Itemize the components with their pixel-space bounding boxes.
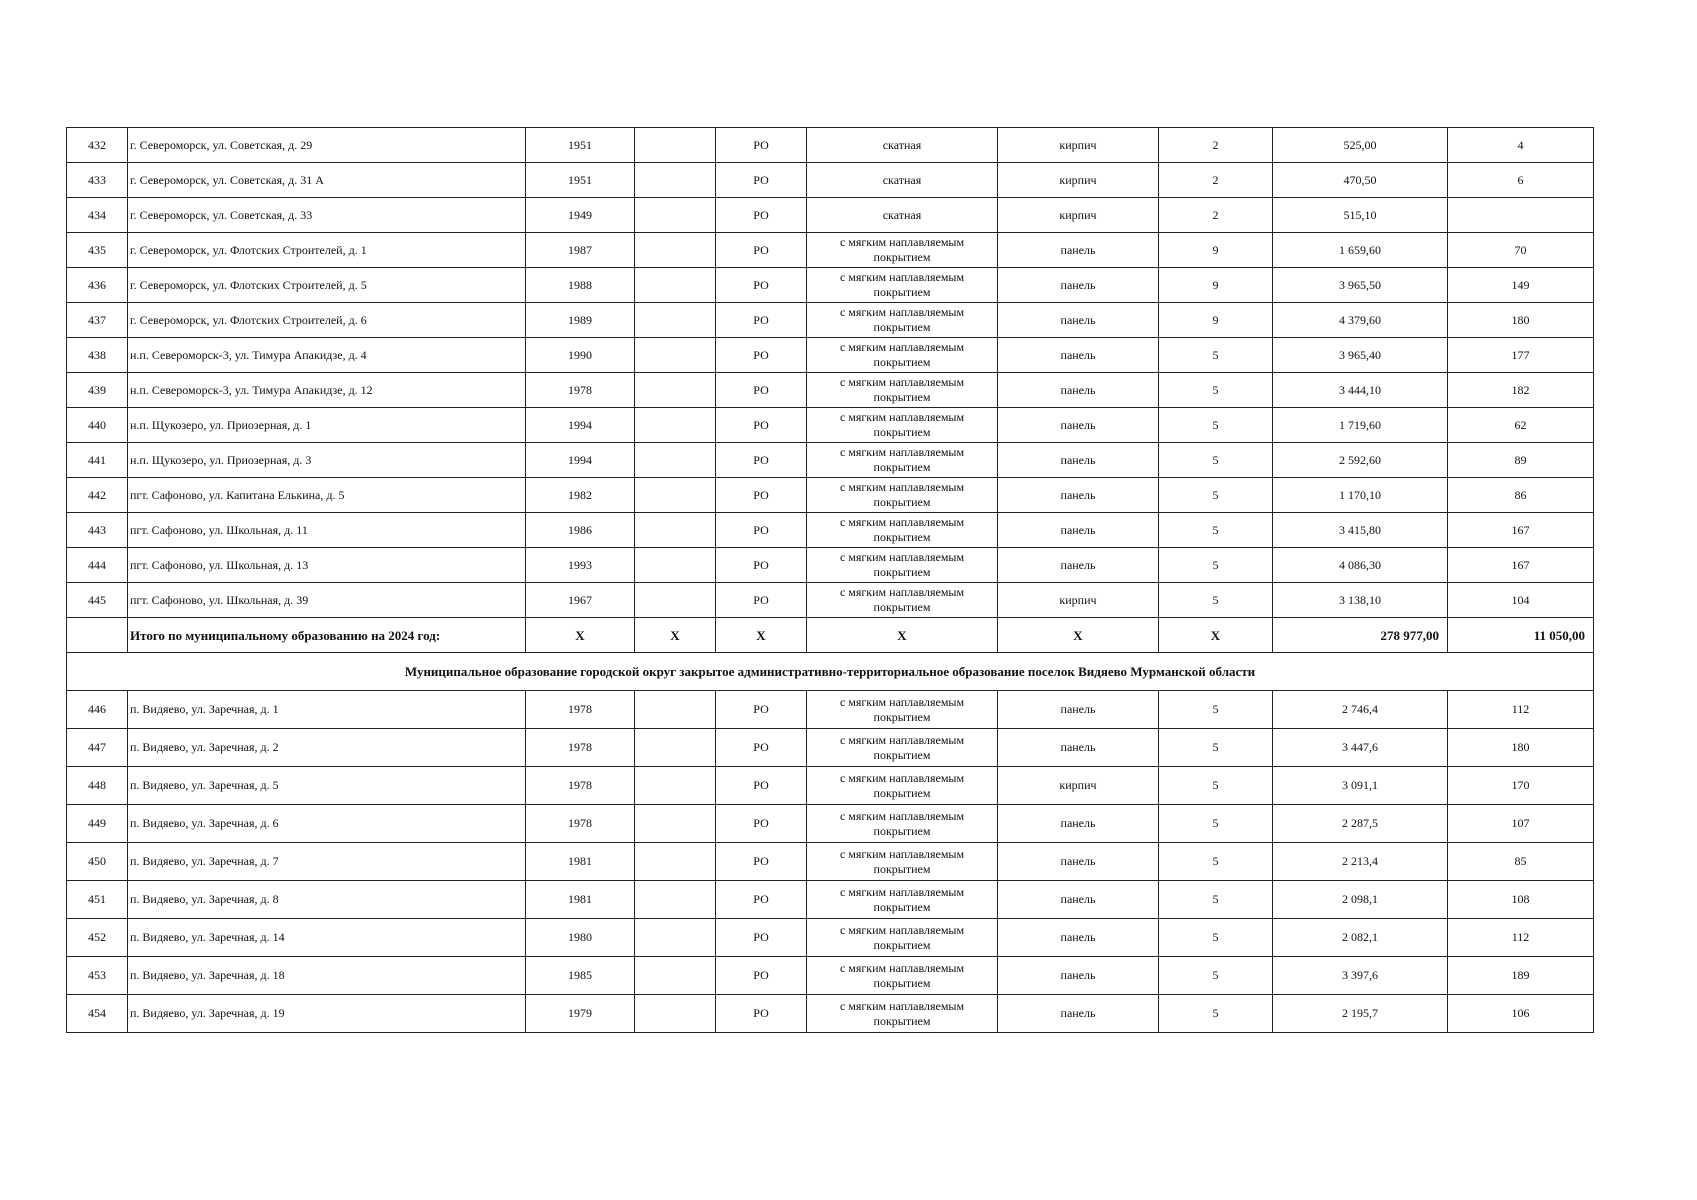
wall-cell: панель <box>998 478 1159 513</box>
fund-cell: РО <box>716 513 807 548</box>
address-cell: н.п. Щукозеро, ул. Приозерная, д. 3 <box>128 443 526 478</box>
row-number: 454 <box>67 995 128 1033</box>
blank-cell <box>635 163 716 198</box>
blank-cell <box>635 128 716 163</box>
year-cell: 1988 <box>526 268 635 303</box>
roof-cell: с мягким наплавляемым покрытием <box>807 233 998 268</box>
blank-cell <box>635 548 716 583</box>
blank-cell <box>635 513 716 548</box>
residents-cell <box>1448 198 1594 233</box>
fund-cell: РО <box>716 957 807 995</box>
table-row <box>67 338 1594 373</box>
table-row <box>67 163 1594 198</box>
address-cell: г. Североморск, ул. Флотских Строителей, д. 5 <box>128 268 526 303</box>
wall-cell: кирпич <box>998 767 1159 805</box>
row-number: 442 <box>67 478 128 513</box>
fund-cell: РО <box>716 995 807 1033</box>
fund-cell: РО <box>716 163 807 198</box>
roof-cell: с мягким наплавляемым покрытием <box>807 548 998 583</box>
table-row <box>67 198 1594 233</box>
floors-cell: 5 <box>1159 805 1273 843</box>
fund-cell: РО <box>716 128 807 163</box>
wall-cell: панель <box>998 303 1159 338</box>
blank-cell <box>635 843 716 881</box>
floors-cell: 5 <box>1159 843 1273 881</box>
address-cell: п. Видяево, ул. Заречная, д. 2 <box>128 729 526 767</box>
floors-cell: 5 <box>1159 995 1273 1033</box>
table-row <box>67 373 1594 408</box>
row-number: 452 <box>67 919 128 957</box>
table-row <box>67 919 1594 957</box>
row-number: 448 <box>67 767 128 805</box>
fund-cell: РО <box>716 548 807 583</box>
area-cell: 3 091,1 <box>1273 767 1448 805</box>
row-number: 445 <box>67 583 128 618</box>
year-cell: 1978 <box>526 767 635 805</box>
residents-cell: 6 <box>1448 163 1594 198</box>
wall-cell: панель <box>998 548 1159 583</box>
row-number: 435 <box>67 233 128 268</box>
address-cell: г. Североморск, ул. Советская, д. 31 А <box>128 163 526 198</box>
address-cell: г. Североморск, ул. Советская, д. 29 <box>128 128 526 163</box>
roof-cell: с мягким наплавляемым покрытием <box>807 513 998 548</box>
area-cell: 1 170,10 <box>1273 478 1448 513</box>
blank-cell <box>635 957 716 995</box>
residents-cell: 62 <box>1448 408 1594 443</box>
area-cell: 2 082,1 <box>1273 919 1448 957</box>
area-cell: 2 098,1 <box>1273 881 1448 919</box>
wall-cell: панель <box>998 691 1159 729</box>
floors-cell: 9 <box>1159 268 1273 303</box>
blank-cell <box>635 583 716 618</box>
fund-cell: РО <box>716 843 807 881</box>
area-cell: 2 746,4 <box>1273 691 1448 729</box>
year-cell: 1978 <box>526 729 635 767</box>
area-cell: 4 379,60 <box>1273 303 1448 338</box>
residents-cell: 167 <box>1448 513 1594 548</box>
wall-cell: панель <box>998 338 1159 373</box>
year-cell: 1978 <box>526 805 635 843</box>
residents-cell: 112 <box>1448 919 1594 957</box>
fund-cell: РО <box>716 478 807 513</box>
row-number: 436 <box>67 268 128 303</box>
year-cell: 1989 <box>526 303 635 338</box>
row-number: 449 <box>67 805 128 843</box>
roof-cell: с мягким наплавляемым покрытием <box>807 767 998 805</box>
address-cell: п. Видяево, ул. Заречная, д. 7 <box>128 843 526 881</box>
roof-cell: с мягким наплавляемым покрытием <box>807 478 998 513</box>
area-cell: 3 444,10 <box>1273 373 1448 408</box>
address-cell: п. Видяево, ул. Заречная, д. 8 <box>128 881 526 919</box>
area-cell: 3 415,80 <box>1273 513 1448 548</box>
area-cell: 3 138,10 <box>1273 583 1448 618</box>
wall-cell: кирпич <box>998 128 1159 163</box>
year-cell: 1967 <box>526 583 635 618</box>
table-row <box>67 691 1594 729</box>
address-cell: п. Видяево, ул. Заречная, д. 14 <box>128 919 526 957</box>
table-row <box>67 843 1594 881</box>
floors-cell: 5 <box>1159 443 1273 478</box>
fund-cell: РО <box>716 443 807 478</box>
residents-cell: 182 <box>1448 373 1594 408</box>
roof-cell: с мягким наплавляемым покрытием <box>807 373 998 408</box>
row-number: 433 <box>67 163 128 198</box>
blank-cell <box>635 919 716 957</box>
wall-cell: панель <box>998 843 1159 881</box>
address-cell: пгт. Сафоново, ул. Капитана Елькина, д. 5 <box>128 478 526 513</box>
roof-cell: с мягким наплавляемым покрытием <box>807 303 998 338</box>
address-cell: п. Видяево, ул. Заречная, д. 1 <box>128 691 526 729</box>
year-cell: 1990 <box>526 338 635 373</box>
fund-cell: РО <box>716 373 807 408</box>
year-cell: 1951 <box>526 128 635 163</box>
floors-cell: 5 <box>1159 729 1273 767</box>
table-row <box>67 957 1594 995</box>
section-title: Муниципальное образование городской округ закрытое административно-территориальное образование поселок Видяево Мурманской области <box>67 653 1594 691</box>
address-cell: п. Видяево, ул. Заречная, д. 18 <box>128 957 526 995</box>
address-cell: г. Североморск, ул. Советская, д. 33 <box>128 198 526 233</box>
row-number: 441 <box>67 443 128 478</box>
roof-cell: с мягким наплавляемым покрытием <box>807 881 998 919</box>
row-number: 446 <box>67 691 128 729</box>
roof-cell: скатная <box>807 198 998 233</box>
wall-cell: кирпич <box>998 198 1159 233</box>
wall-cell: панель <box>998 513 1159 548</box>
year-cell: 1982 <box>526 478 635 513</box>
wall-cell: панель <box>998 373 1159 408</box>
row-number: 438 <box>67 338 128 373</box>
total-people: 11 050,00 <box>1448 618 1594 653</box>
blank-cell <box>635 373 716 408</box>
fund-cell: РО <box>716 268 807 303</box>
address-cell: пгт. Сафоново, ул. Школьная, д. 39 <box>128 583 526 618</box>
residents-cell: 85 <box>1448 843 1594 881</box>
wall-cell: панель <box>998 805 1159 843</box>
blank-cell <box>635 881 716 919</box>
blank-cell <box>635 233 716 268</box>
section-header-row <box>67 653 1594 691</box>
year-cell: 1993 <box>526 548 635 583</box>
wall-cell: кирпич <box>998 583 1159 618</box>
roof-cell: с мягким наплавляемым покрытием <box>807 268 998 303</box>
floors-cell: 5 <box>1159 691 1273 729</box>
blank-cell <box>635 767 716 805</box>
row-number: 444 <box>67 548 128 583</box>
row-number: 453 <box>67 957 128 995</box>
total-x: X <box>1159 618 1273 653</box>
roof-cell: с мягким наплавляемым покрытием <box>807 729 998 767</box>
table-body-severomorsk <box>67 128 1594 618</box>
table-body-vidyaevo <box>67 691 1594 1033</box>
floors-cell: 5 <box>1159 478 1273 513</box>
total-x: X <box>998 618 1159 653</box>
roof-cell: с мягким наплавляемым покрытием <box>807 995 998 1033</box>
fund-cell: РО <box>716 729 807 767</box>
year-cell: 1994 <box>526 408 635 443</box>
wall-cell: панель <box>998 443 1159 478</box>
total-x: X <box>716 618 807 653</box>
year-cell: 1949 <box>526 198 635 233</box>
address-cell: пгт. Сафоново, ул. Школьная, д. 13 <box>128 548 526 583</box>
residents-cell: 106 <box>1448 995 1594 1033</box>
table-row <box>67 881 1594 919</box>
blank-cell <box>635 729 716 767</box>
wall-cell: панель <box>998 995 1159 1033</box>
row-number: 447 <box>67 729 128 767</box>
table-row <box>67 995 1594 1033</box>
address-cell: н.п. Щукозеро, ул. Приозерная, д. 1 <box>128 408 526 443</box>
wall-cell: панель <box>998 919 1159 957</box>
table-row <box>67 478 1594 513</box>
area-cell: 2 592,60 <box>1273 443 1448 478</box>
year-cell: 1981 <box>526 843 635 881</box>
area-cell: 2 287,5 <box>1273 805 1448 843</box>
wall-cell: панель <box>998 881 1159 919</box>
blank-cell <box>635 408 716 443</box>
year-cell: 1978 <box>526 373 635 408</box>
blank-cell <box>635 198 716 233</box>
floors-cell: 5 <box>1159 881 1273 919</box>
residents-cell: 170 <box>1448 767 1594 805</box>
row-number: 443 <box>67 513 128 548</box>
roof-cell: скатная <box>807 128 998 163</box>
residents-cell: 180 <box>1448 729 1594 767</box>
year-cell: 1978 <box>526 691 635 729</box>
roof-cell: с мягким наплавляемым покрытием <box>807 408 998 443</box>
table-row <box>67 513 1594 548</box>
fund-cell: РО <box>716 338 807 373</box>
floors-cell: 5 <box>1159 919 1273 957</box>
table-row <box>67 408 1594 443</box>
residents-cell: 112 <box>1448 691 1594 729</box>
floors-cell: 5 <box>1159 338 1273 373</box>
fund-cell: РО <box>716 805 807 843</box>
table-row <box>67 268 1594 303</box>
area-cell: 2 195,7 <box>1273 995 1448 1033</box>
total-x: X <box>526 618 635 653</box>
table-row <box>67 767 1594 805</box>
floors-cell: 2 <box>1159 128 1273 163</box>
floors-cell: 5 <box>1159 767 1273 805</box>
floors-cell: 9 <box>1159 303 1273 338</box>
floors-cell: 5 <box>1159 373 1273 408</box>
blank-cell <box>635 268 716 303</box>
table-row <box>67 583 1594 618</box>
fund-cell: РО <box>716 919 807 957</box>
residents-cell: 4 <box>1448 128 1594 163</box>
residents-cell: 70 <box>1448 233 1594 268</box>
address-cell: п. Видяево, ул. Заречная, д. 19 <box>128 995 526 1033</box>
residents-cell: 167 <box>1448 548 1594 583</box>
blank-cell <box>635 478 716 513</box>
year-cell: 1987 <box>526 233 635 268</box>
address-cell: н.п. Североморск-3, ул. Тимура Апакидзе, д. 12 <box>128 373 526 408</box>
area-cell: 525,00 <box>1273 128 1448 163</box>
blank-cell <box>635 995 716 1033</box>
fund-cell: РО <box>716 691 807 729</box>
residents-cell: 107 <box>1448 805 1594 843</box>
residents-cell: 177 <box>1448 338 1594 373</box>
floors-cell: 5 <box>1159 408 1273 443</box>
wall-cell: панель <box>998 408 1159 443</box>
roof-cell: с мягким наплавляемым покрытием <box>807 919 998 957</box>
address-cell: п. Видяево, ул. Заречная, д. 5 <box>128 767 526 805</box>
residents-cell: 108 <box>1448 881 1594 919</box>
table-row <box>67 303 1594 338</box>
fund-cell: РО <box>716 198 807 233</box>
address-cell: пгт. Сафоново, ул. Школьная, д. 11 <box>128 513 526 548</box>
residents-cell: 189 <box>1448 957 1594 995</box>
table-row <box>67 805 1594 843</box>
year-cell: 1985 <box>526 957 635 995</box>
area-cell: 3 965,40 <box>1273 338 1448 373</box>
year-cell: 1980 <box>526 919 635 957</box>
blank-cell <box>635 338 716 373</box>
floors-cell: 5 <box>1159 583 1273 618</box>
wall-cell: панель <box>998 233 1159 268</box>
row-number: 434 <box>67 198 128 233</box>
roof-cell: с мягким наплавляемым покрытием <box>807 443 998 478</box>
area-cell: 3 397,6 <box>1273 957 1448 995</box>
fund-cell: РО <box>716 881 807 919</box>
blank-cell <box>635 691 716 729</box>
total-x: X <box>635 618 716 653</box>
roof-cell: скатная <box>807 163 998 198</box>
floors-cell: 2 <box>1159 198 1273 233</box>
row-number: 451 <box>67 881 128 919</box>
year-cell: 1994 <box>526 443 635 478</box>
area-cell: 470,50 <box>1273 163 1448 198</box>
housing-register-table <box>66 127 1594 1033</box>
table-row <box>67 128 1594 163</box>
roof-cell: с мягким наплавляемым покрытием <box>807 691 998 729</box>
row-number: 437 <box>67 303 128 338</box>
address-cell: п. Видяево, ул. Заречная, д. 6 <box>128 805 526 843</box>
total-row <box>67 618 1594 653</box>
total-label: Итого по муниципальному образованию на 2024 год: <box>128 618 526 653</box>
year-cell: 1951 <box>526 163 635 198</box>
row-number: 439 <box>67 373 128 408</box>
floors-cell: 5 <box>1159 957 1273 995</box>
roof-cell: с мягким наплавляемым покрытием <box>807 957 998 995</box>
area-cell: 515,10 <box>1273 198 1448 233</box>
address-cell: г. Североморск, ул. Флотских Строителей, д. 1 <box>128 233 526 268</box>
blank-cell <box>635 303 716 338</box>
table-row <box>67 729 1594 767</box>
area-cell: 1 659,60 <box>1273 233 1448 268</box>
residents-cell: 180 <box>1448 303 1594 338</box>
area-cell: 3 965,50 <box>1273 268 1448 303</box>
residents-cell: 104 <box>1448 583 1594 618</box>
total-x: X <box>807 618 998 653</box>
year-cell: 1979 <box>526 995 635 1033</box>
roof-cell: с мягким наплавляемым покрытием <box>807 583 998 618</box>
roof-cell: с мягким наплавляемым покрытием <box>807 805 998 843</box>
floors-cell: 2 <box>1159 163 1273 198</box>
row-number: 432 <box>67 128 128 163</box>
wall-cell: панель <box>998 957 1159 995</box>
row-number: 440 <box>67 408 128 443</box>
year-cell: 1981 <box>526 881 635 919</box>
fund-cell: РО <box>716 233 807 268</box>
address-cell: н.п. Североморск-3, ул. Тимура Апакидзе, д. 4 <box>128 338 526 373</box>
area-cell: 2 213,4 <box>1273 843 1448 881</box>
table-body-totals <box>67 618 1594 691</box>
area-cell: 4 086,30 <box>1273 548 1448 583</box>
row-number: 450 <box>67 843 128 881</box>
roof-cell: с мягким наплавляемым покрытием <box>807 843 998 881</box>
table-row <box>67 548 1594 583</box>
address-cell: г. Североморск, ул. Флотских Строителей, д. 6 <box>128 303 526 338</box>
wall-cell: панель <box>998 268 1159 303</box>
floors-cell: 5 <box>1159 548 1273 583</box>
residents-cell: 86 <box>1448 478 1594 513</box>
year-cell: 1986 <box>526 513 635 548</box>
fund-cell: РО <box>716 303 807 338</box>
floors-cell: 5 <box>1159 513 1273 548</box>
table-row <box>67 233 1594 268</box>
fund-cell: РО <box>716 767 807 805</box>
total-area: 278 977,00 <box>1273 618 1448 653</box>
area-cell: 1 719,60 <box>1273 408 1448 443</box>
area-cell: 3 447,6 <box>1273 729 1448 767</box>
fund-cell: РО <box>716 583 807 618</box>
table-row <box>67 443 1594 478</box>
blank-cell <box>635 805 716 843</box>
wall-cell: кирпич <box>998 163 1159 198</box>
residents-cell: 89 <box>1448 443 1594 478</box>
wall-cell: панель <box>998 729 1159 767</box>
floors-cell: 9 <box>1159 233 1273 268</box>
residents-cell: 149 <box>1448 268 1594 303</box>
blank-cell <box>635 443 716 478</box>
roof-cell: с мягким наплавляемым покрытием <box>807 338 998 373</box>
fund-cell: РО <box>716 408 807 443</box>
